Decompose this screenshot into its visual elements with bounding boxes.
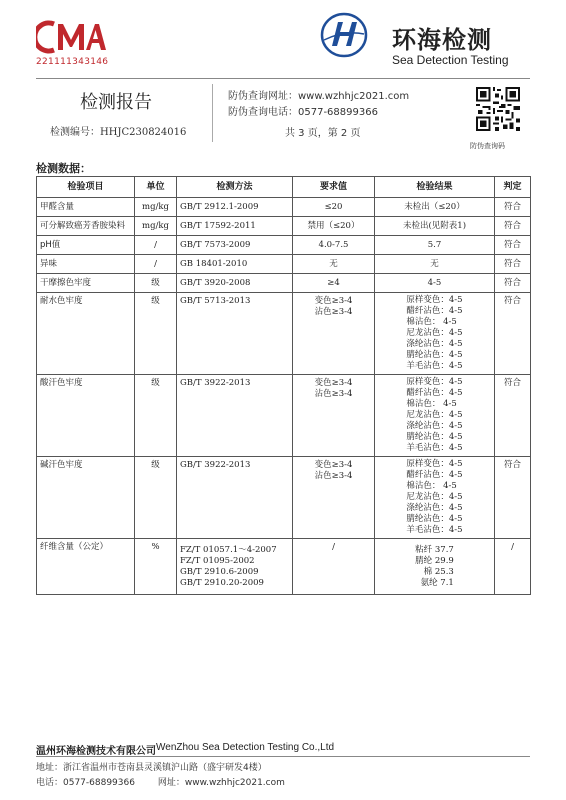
cell-method: GB/T 7573-2009 xyxy=(177,236,293,255)
verify-url: 防伪查询网址：www.wzhhjc2021.com xyxy=(228,91,410,102)
table-row xyxy=(37,539,531,595)
col-header-item: 检验项目 xyxy=(37,177,135,198)
table-row xyxy=(37,375,531,457)
cell-unit: 级 xyxy=(135,274,177,293)
qr-code-icon xyxy=(476,87,520,131)
result-line: 腈纶沾色：4-5 xyxy=(406,432,463,442)
col-header-method: 检测方法 xyxy=(177,177,293,198)
company-name-cn: 环海检测 xyxy=(392,26,492,54)
cell-item: pH值 xyxy=(37,236,135,255)
cell-item: 可分解致癌芳香胺染料 xyxy=(37,217,135,236)
col-header-result: 检验结果 xyxy=(375,177,495,198)
table-row xyxy=(37,293,531,375)
footer-company-en: WenZhou Sea Detection Testing Co.,Ltd xyxy=(156,742,335,753)
cell-unit: 级 xyxy=(135,293,177,375)
cell-requirement: / xyxy=(293,539,375,595)
cell-method: GB 18401-2010 xyxy=(177,255,293,274)
result-line: 涤纶沾色：4-5 xyxy=(406,339,463,349)
section-title: 检测数据： xyxy=(36,162,91,175)
cma-code: 221111343146 xyxy=(36,57,109,67)
requirement-line: 沾色≥3-4 xyxy=(314,307,353,317)
cell-method: GB/T 5713-2013 xyxy=(177,293,293,375)
result-line: 原样变色：4-5 xyxy=(406,377,463,387)
header-divider xyxy=(36,78,530,79)
fiber-line: 氨纶 7.1 xyxy=(420,577,454,588)
fiber-line: 棉 25.3 xyxy=(423,566,454,577)
cell-verdict: 符合 xyxy=(495,274,531,293)
cell-unit: / xyxy=(135,236,177,255)
cell-verdict: 符合 xyxy=(495,255,531,274)
test-data-table xyxy=(36,176,531,595)
qr-label: 防伪查询码 xyxy=(470,142,505,150)
cell-result xyxy=(375,539,495,595)
cell-item: 酸汗色牢度 xyxy=(37,375,135,457)
cell-requirement xyxy=(293,293,375,375)
method-line: GB/T 2910.6-2009 xyxy=(180,566,259,577)
result-line: 尼龙沾色：4-5 xyxy=(406,492,463,502)
footer-address: 地址：浙江省温州市苍南县灵溪镇沪山路（盛宇研发4楼） xyxy=(36,763,267,773)
header-separator xyxy=(212,84,213,142)
requirement-line: 沾色≥3-4 xyxy=(314,389,353,399)
cell-requirement xyxy=(293,375,375,457)
result-line: 尼龙沾色：4-5 xyxy=(406,328,463,338)
cell-requirement: ≤20 xyxy=(293,198,375,217)
requirement-lines xyxy=(315,296,353,318)
footer-divider xyxy=(36,756,530,757)
result-line: 腈纶沾色：4-5 xyxy=(406,514,463,524)
cell-verdict: 符合 xyxy=(495,217,531,236)
cell-unit: 级 xyxy=(135,457,177,539)
cell-result xyxy=(375,457,495,539)
result-lines xyxy=(406,459,462,536)
cell-unit: / xyxy=(135,255,177,274)
cell-item: 耐水色牢度 xyxy=(37,293,135,375)
fiber-lines xyxy=(415,545,454,589)
result-line: 腈纶沾色：4-5 xyxy=(406,350,463,360)
method-line: GB/T 2910.20-2009 xyxy=(180,577,264,588)
result-line: 醋纤沾色：4-5 xyxy=(406,470,463,480)
cell-method: GB/T 3922-2013 xyxy=(177,457,293,539)
result-line: 尼龙沾色：4-5 xyxy=(406,410,463,420)
result-line: 羊毛沾色：4-5 xyxy=(406,361,463,371)
result-line: 醋纤沾色：4-5 xyxy=(406,388,463,398)
result-line: 原样变色：4-5 xyxy=(406,295,463,305)
col-header-unit: 单位 xyxy=(135,177,177,198)
method-line: FZ/T 01057.1～4-2007 xyxy=(180,544,277,555)
cell-result: 未检出(见附表1) xyxy=(375,217,495,236)
cell-verdict: 符合 xyxy=(495,293,531,375)
report-title: 检测报告 xyxy=(80,92,152,113)
report-number-label: 检测编号： xyxy=(50,127,100,138)
result-line: 涤纶沾色：4-5 xyxy=(406,421,463,431)
cell-requirement: ≥4 xyxy=(293,274,375,293)
company-logo-icon xyxy=(318,12,370,58)
cell-verdict: 符合 xyxy=(495,457,531,539)
result-line: 棉沾色： 4-5 xyxy=(406,399,457,409)
table-row xyxy=(37,274,531,293)
result-line: 原样变色：4-5 xyxy=(406,459,463,469)
requirement-lines xyxy=(315,378,353,400)
page-info: 共 3 页，第 2 页 xyxy=(285,128,361,139)
cell-unit: % xyxy=(135,539,177,595)
cell-item: 碱汗色牢度 xyxy=(37,457,135,539)
cell-verdict: 符合 xyxy=(495,236,531,255)
cell-method: GB/T 17592-2011 xyxy=(177,217,293,236)
cell-item: 甲醛含量 xyxy=(37,198,135,217)
cell-verdict: / xyxy=(495,539,531,595)
table-row xyxy=(37,198,531,217)
method-line: FZ/T 01095-2002 xyxy=(180,555,255,566)
requirement-lines xyxy=(315,460,353,482)
result-line: 棉沾色： 4-5 xyxy=(406,481,457,491)
cell-method: GB/T 3920-2008 xyxy=(177,274,293,293)
cell-requirement: 4.0-7.5 xyxy=(293,236,375,255)
cell-method xyxy=(177,539,293,595)
cell-item: 纤维含量（公定） xyxy=(37,539,135,595)
cell-result xyxy=(375,293,495,375)
footer-company-cn: 温州环海检测技术有限公司 xyxy=(36,746,156,757)
requirement-line: 变色≥3-4 xyxy=(314,296,353,306)
cell-result: 未检出（≤20） xyxy=(375,198,495,217)
requirement-line: 沾色≥3-4 xyxy=(314,471,353,481)
fiber-line: 粘纤 37.7 xyxy=(415,544,454,555)
result-line: 羊毛沾色：4-5 xyxy=(406,525,463,535)
requirement-line: 变色≥3-4 xyxy=(314,460,353,470)
cell-requirement: 无 xyxy=(293,255,375,274)
col-header-verdict: 判定 xyxy=(495,177,531,198)
fiber-line: 腈纶 29.9 xyxy=(415,555,454,566)
requirement-line: 变色≥3-4 xyxy=(314,378,353,388)
result-line: 醋纤沾色：4-5 xyxy=(406,306,463,316)
result-line: 涤纶沾色：4-5 xyxy=(406,503,463,513)
cell-item: 干摩擦色牢度 xyxy=(37,274,135,293)
cell-result xyxy=(375,375,495,457)
table-row xyxy=(37,457,531,539)
table-row xyxy=(37,217,531,236)
table-row xyxy=(37,236,531,255)
table-row xyxy=(37,255,531,274)
cell-method: GB/T 3922-2013 xyxy=(177,375,293,457)
company-name-en: Sea Detection Testing xyxy=(392,53,509,67)
cell-unit: 级 xyxy=(135,375,177,457)
cell-result: 4-5 xyxy=(375,274,495,293)
cell-requirement xyxy=(293,457,375,539)
verify-tel: 防伪查询电话：0577-68899366 xyxy=(228,107,378,118)
cma-logo-icon xyxy=(36,20,106,54)
cell-unit: mg/kg xyxy=(135,198,177,217)
report-number-value: HHJC230824016 xyxy=(100,127,187,138)
cell-result: 无 xyxy=(375,255,495,274)
cell-verdict: 符合 xyxy=(495,375,531,457)
cell-verdict: 符合 xyxy=(495,198,531,217)
result-lines xyxy=(406,377,462,454)
footer-contact: 电话：0577-68899366 网址：www.wzhhjc2021.com xyxy=(36,778,285,788)
result-line: 棉沾色： 4-5 xyxy=(406,317,457,327)
col-header-requirement: 要求值 xyxy=(293,177,375,198)
cell-method: GB/T 2912.1-2009 xyxy=(177,198,293,217)
cell-result: 5.7 xyxy=(375,236,495,255)
result-line: 羊毛沾色：4-5 xyxy=(406,443,463,453)
cell-item: 异味 xyxy=(37,255,135,274)
cell-requirement: 禁用（≤20） xyxy=(293,217,375,236)
result-lines xyxy=(406,295,462,372)
cell-unit: mg/kg xyxy=(135,217,177,236)
report-number xyxy=(50,123,186,138)
table-header-row xyxy=(37,177,531,198)
